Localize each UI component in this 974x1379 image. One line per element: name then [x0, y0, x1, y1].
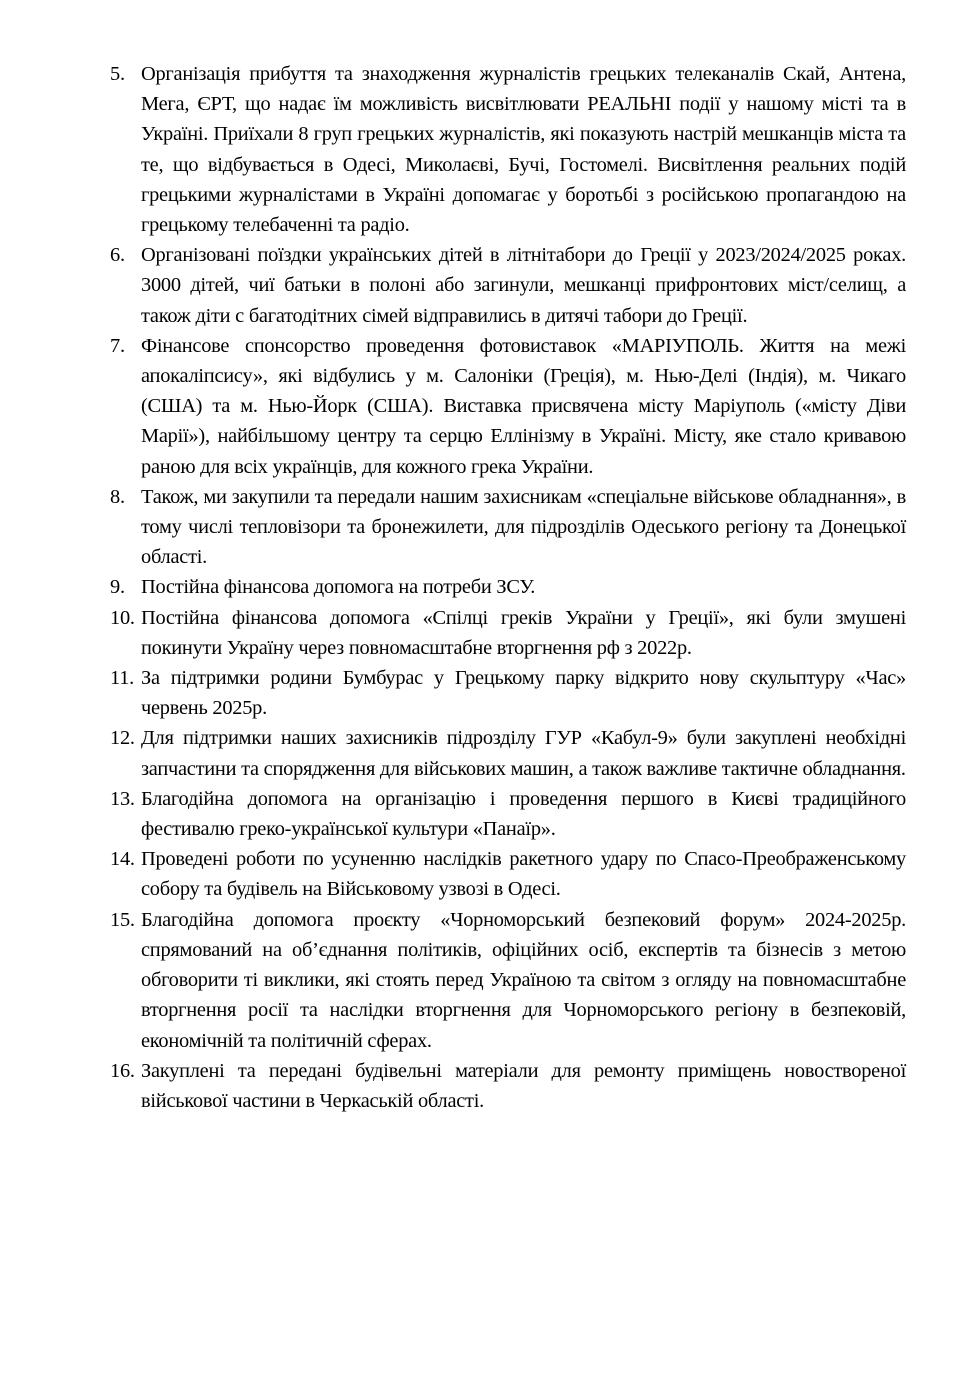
item-text: Постійна фінансова допомога «Спілці греків України у Греції», які були змушені покинути Україну через повномасштабне вторгнення рф з 2022р.: [141, 606, 906, 659]
item-text: Закуплені та передані будівельні матеріали для ремонту приміщень новоствореної військової частини в Черкаській області.: [141, 1059, 906, 1112]
item-text: Проведені роботи по усуненню наслідків ракетного удару по Спасо-Преображенському собору та будівель на Військовому узвозі в Одесі.: [141, 848, 906, 901]
list-item: [110, 844, 906, 904]
item-number: 7.: [110, 334, 125, 357]
item-number: 6.: [110, 244, 125, 267]
list-item: [110, 240, 906, 331]
item-number: 8.: [110, 485, 125, 508]
list-item: [110, 723, 906, 783]
list-item: [110, 784, 906, 844]
numbered-list: [110, 59, 906, 1116]
item-number: 15.: [110, 908, 135, 931]
item-text: Для підтримки наших захисників підрозділу ГУР «Кабул-9» були закуплені необхідні запчастини та спорядження для військових машин, а також важливе тактичне обладнання.: [141, 727, 906, 780]
item-text: Постійна фінансова допомога на потреби ЗСУ.: [141, 576, 536, 599]
item-text: Також, ми закупили та передали нашим захисникам «спеціальне військове обладнання», в тому числі тепловізори та бронежилети, для підрозділів Одеського регіону та Донецької області.: [141, 485, 906, 569]
item-number: 9.: [110, 576, 125, 599]
item-text: Організація прибуття та знаходження журналістів грецьких телеканалів Скай, Антена, Мега, ЄРТ, що надає їм можливість висвітлювати РЕАЛЬНІ події у нашому місті та в Україні. Приїхали 8 груп грецьких журналістів, які показують настрій мешканців міста та те, що відбувається в Одесі, Миколаєві, Бучі, Гостомелі. Висвітлення реальних подій грецькими журналістами в Україні допомагає у боротьбі з російською пропагандою на грецькому телебаченні та радіо.: [141, 63, 906, 237]
item-text: Організовані поїздки українських дітей в літнітабори до Греції у 2023/2024/2025 роках. 3000 дітей, чиї батьки в полоні або загинули, мешканці прифронтових міст/селищ, а також діти с багатодітних сімей відправились в дитячі табори до Греції.: [141, 244, 906, 327]
list-item: [110, 59, 906, 240]
item-text: Фінансове спонсорство проведення фотовиставок «МАРІУПОЛЬ. Життя на межі апокаліпсису», які відбулись у м. Салоніки (Греція), м. Нью-Делі (Індія), м. Чикаго (США) та м. Нью-Йорк (США). Виставка присвячена місту Маріуполь («місту Діви Марії»), найбільшому центру та серцю Еллінізму в Україні. Місту, яке стало кривавою раною для всіх українців, для кожного грека України.: [141, 334, 906, 478]
list-item: [110, 663, 906, 723]
item-text: За підтримки родини Бумбурас у Грецькому парку відкрито нову скульптуру «Час» червень 2025р.: [141, 667, 906, 720]
item-number: 13.: [110, 787, 135, 810]
item-number: 10.: [110, 606, 135, 629]
item-number: 11.: [110, 667, 134, 690]
list-item: [110, 482, 906, 573]
list-item: [110, 905, 906, 1056]
list-item: [110, 1056, 906, 1116]
item-number: 12.: [110, 727, 135, 750]
list-item: [110, 331, 906, 482]
list-item: [110, 603, 906, 663]
item-number: 16.: [110, 1059, 135, 1082]
item-text: Благодійна допомога проєкту «Чорноморський безпековий форум» 2024-2025р. спрямований на об’єднання політиків, офіційних осіб, експертів та бізнесів з метою обговорити ті виклики, які стоять перед Україною та світом з огляду на повномасштабне вторгнення росії та наслідки вторгнення для Чорноморського регіону в безпековій, економічній та політичній сферах.: [141, 908, 906, 1052]
item-number: 14.: [110, 848, 135, 871]
list-item: [110, 572, 906, 602]
item-number: 5.: [110, 63, 125, 85]
item-text: Благодійна допомога на організацію і проведення першого в Києві традиційного фестивалю греко-української культури «Панаїр».: [141, 787, 906, 841]
